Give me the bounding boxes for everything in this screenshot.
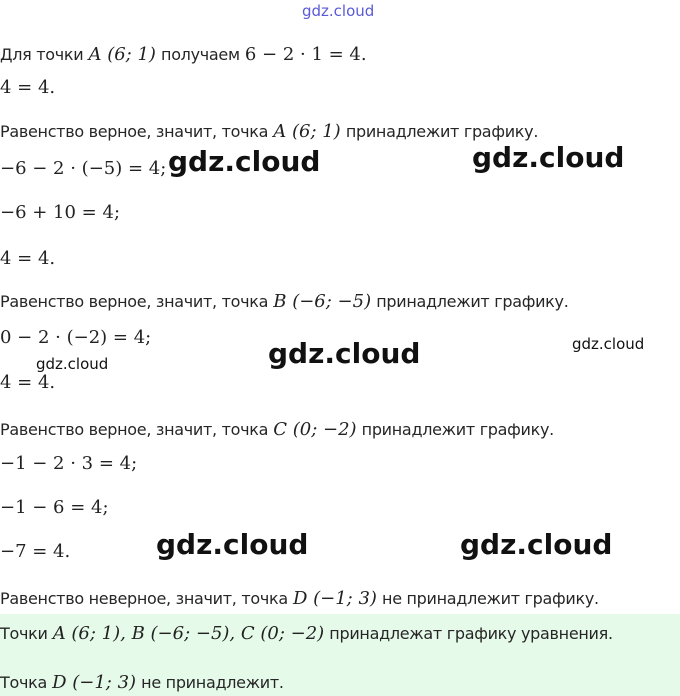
line-14-prefix: Равенство неверное, значит, точка	[0, 589, 288, 608]
line-15-points: A (6; 1), B (−6; −5), C (0; −2)	[52, 623, 325, 644]
line-14-suffix: не принадлежит графику.	[382, 589, 599, 608]
line-14-point: D (−1; 3)	[292, 588, 377, 609]
line-3-prefix: Равенство верное, значит, точка	[0, 122, 269, 141]
equation-line-5: −6 + 10 = 4;	[0, 202, 121, 223]
line-1	[0, 44, 367, 65]
line-1-prefix: Для точки	[0, 45, 84, 64]
equation-line-11: −1 − 2 · 3 = 4;	[0, 453, 138, 474]
watermark-6: gdz.cloud	[156, 528, 309, 561]
watermark-1: gdz.cloud	[168, 145, 321, 178]
line-16-prefix: Точка	[0, 673, 47, 692]
line-10-prefix: Равенство верное, значит, точка	[0, 420, 269, 439]
watermark-2: gdz.cloud	[472, 141, 625, 174]
watermark-5: gdz.cloud	[36, 355, 109, 373]
line-1-equation: 6 − 2 · 1 = 4.	[244, 44, 367, 65]
line-16-point: D (−1; 3)	[52, 672, 137, 693]
equation-line-13: −7 = 4.	[0, 541, 71, 562]
equation-line-4: −6 − 2 · (−5) = 4;	[0, 158, 167, 179]
line-1-point: A (6; 1)	[88, 44, 156, 65]
line-15-prefix: Точки	[0, 624, 48, 643]
watermark-7: gdz.cloud	[460, 528, 613, 561]
watermark-4: gdz.cloud	[572, 335, 645, 353]
line-16-suffix: не принадлежит.	[141, 673, 284, 692]
line-14	[0, 588, 599, 609]
line-3-point: A (6; 1)	[273, 121, 341, 142]
line-15	[0, 623, 613, 644]
equation-line-8: 0 − 2 · (−2) = 4;	[0, 327, 152, 348]
equation-line-9: 4 = 4.	[0, 372, 56, 393]
watermark-3: gdz.cloud	[268, 337, 421, 370]
line-10	[0, 419, 554, 440]
watermark-top: gdz.cloud	[302, 2, 375, 20]
line-1-mid: получаем	[161, 45, 240, 64]
line-10-point: C (0; −2)	[273, 419, 357, 440]
equation-line-6: 4 = 4.	[0, 248, 56, 269]
line-7-suffix: принадлежит графику.	[376, 292, 569, 311]
line-15-suffix: принадлежат графику уравнения.	[329, 624, 613, 643]
line-7-point: B (−6; −5)	[273, 291, 372, 312]
line-16	[0, 672, 284, 693]
line-7-prefix: Равенство верное, значит, точка	[0, 292, 269, 311]
line-3	[0, 121, 538, 142]
line-3-suffix: принадлежит графику.	[345, 122, 539, 141]
line-10-suffix: принадлежит графику.	[361, 420, 554, 439]
equation-4-eq-4-a: 4 = 4.	[0, 77, 56, 98]
equation-line-12: −1 − 6 = 4;	[0, 497, 109, 518]
line-7	[0, 291, 569, 312]
